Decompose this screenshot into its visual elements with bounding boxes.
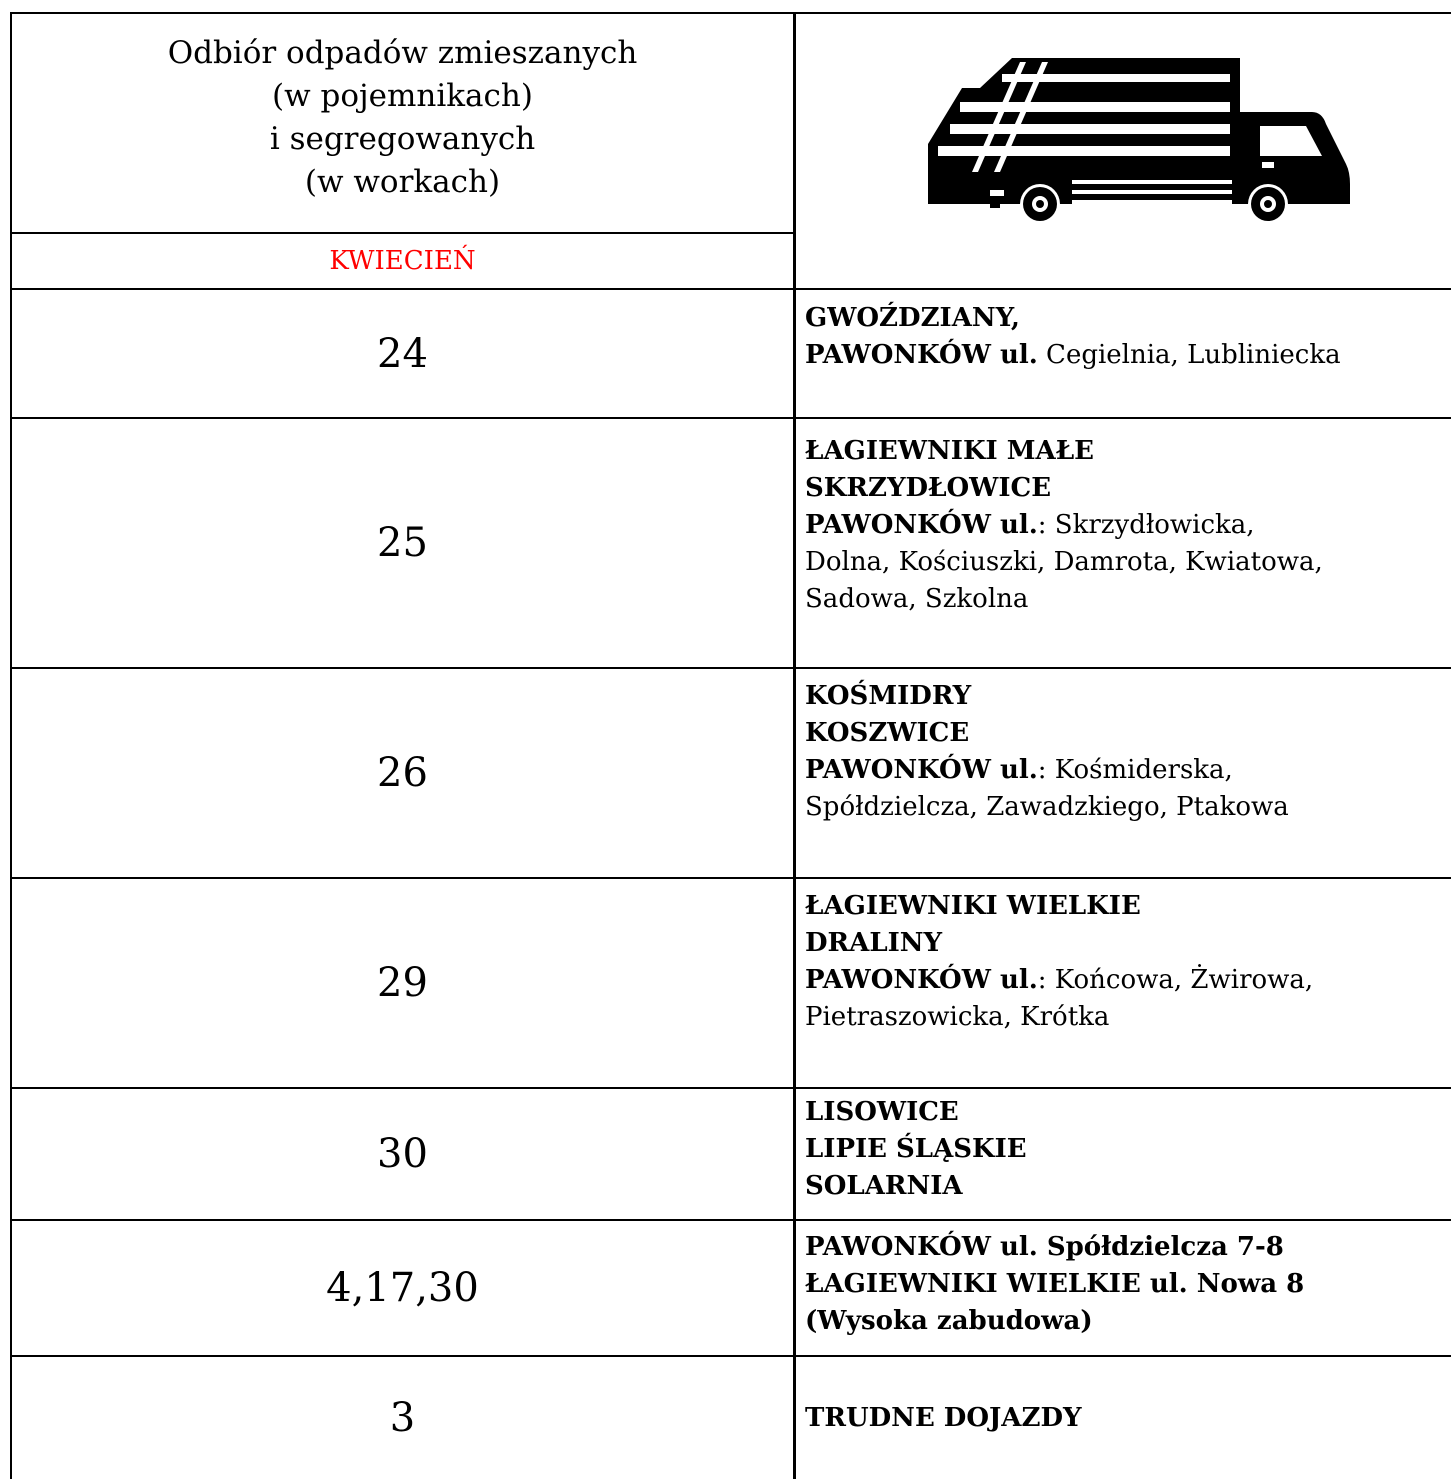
area-name: SKRZYDŁOWICE	[805, 473, 1052, 503]
collection-date	[10, 419, 795, 667]
area-name: TRUDNE DOJAZDY	[805, 1402, 1082, 1433]
area-name: LISOWICE	[805, 1097, 959, 1127]
collection-areas	[805, 678, 1445, 826]
street-prefix: PAWONKÓW ul.	[805, 340, 1038, 370]
street-list	[805, 507, 1445, 544]
collection-date	[10, 879, 795, 1087]
street-list	[805, 752, 1445, 789]
collection-areas	[805, 1094, 1445, 1205]
collection-date	[10, 1357, 795, 1479]
collection-areas	[805, 888, 1445, 1036]
area-name: ŁAGIEWNIKI WIELKIE ul. Nowa 8	[805, 1269, 1305, 1299]
area-name: (Wysoka zabudowa)	[805, 1306, 1093, 1336]
street-names: Cegielnia, Lubliniecka	[1037, 340, 1341, 370]
collection-areas	[805, 1357, 1445, 1479]
date-value: 26	[377, 750, 428, 796]
date-value: 24	[377, 330, 428, 377]
date-value: 25	[377, 520, 428, 566]
street-names: Sadowa, Szkolna	[805, 584, 1029, 614]
collection-date	[10, 290, 795, 417]
date-value: 29	[377, 960, 428, 1006]
street-list	[805, 962, 1445, 999]
street-names: Spółdzielcza, Zawadzkiego, Ptakowa	[805, 792, 1289, 822]
street-names: : Końcowa, Żwirowa,	[1037, 965, 1314, 995]
header-title-line: (w pojemnikach)	[272, 78, 533, 114]
area-name: KOSZWICE	[805, 718, 970, 748]
street-names: Dolna, Kościuszki, Damrota, Kwiatowa,	[805, 547, 1323, 577]
header-title-line: Odbiór odpadów zmieszanych	[167, 35, 638, 71]
date-value: 3	[389, 1395, 416, 1441]
collection-areas	[805, 1229, 1445, 1340]
collection-areas	[805, 433, 1445, 618]
header-title-line: (w workach)	[304, 164, 501, 200]
collection-schedule-table	[10, 12, 1451, 1479]
area-name: PAWONKÓW ul. Spółdzielcza 7-8	[805, 1232, 1284, 1262]
street-prefix: PAWONKÓW ul.	[805, 965, 1038, 995]
header-title-line: i segregowanych	[269, 121, 536, 157]
garbage-truck-icon	[922, 44, 1357, 224]
month-label	[10, 234, 795, 288]
area-name: SOLARNIA	[805, 1171, 963, 1201]
area-name: LIPIE ŚLĄSKIE	[805, 1134, 1027, 1164]
street-names: : Skrzydłowicka,	[1037, 510, 1255, 540]
street-names: Pietraszowicka, Krótka	[805, 1002, 1110, 1032]
collection-date	[10, 1221, 795, 1355]
collection-areas	[805, 300, 1445, 374]
area-name: KOŚMIDRY	[805, 681, 972, 711]
collection-date	[10, 1089, 795, 1219]
month-text: KWIECIEŃ	[329, 246, 476, 276]
area-name: DRALINY	[805, 928, 943, 958]
street-prefix: PAWONKÓW ul.	[805, 755, 1038, 785]
truck-cell	[797, 12, 1451, 288]
area-name: ŁAGIEWNIKI MAŁE	[805, 436, 1094, 466]
area-name: ŁAGIEWNIKI WIELKIE	[805, 891, 1141, 921]
date-value: 30	[377, 1131, 428, 1177]
area-name: GWOŹDZIANY,	[805, 303, 1020, 333]
header-title	[10, 12, 795, 232]
date-value: 4,17,30	[326, 1265, 479, 1311]
collection-date	[10, 669, 795, 877]
street-prefix: PAWONKÓW ul.	[805, 510, 1038, 540]
street-names: : Kośmiderska,	[1037, 755, 1233, 785]
street-list	[805, 337, 1445, 374]
